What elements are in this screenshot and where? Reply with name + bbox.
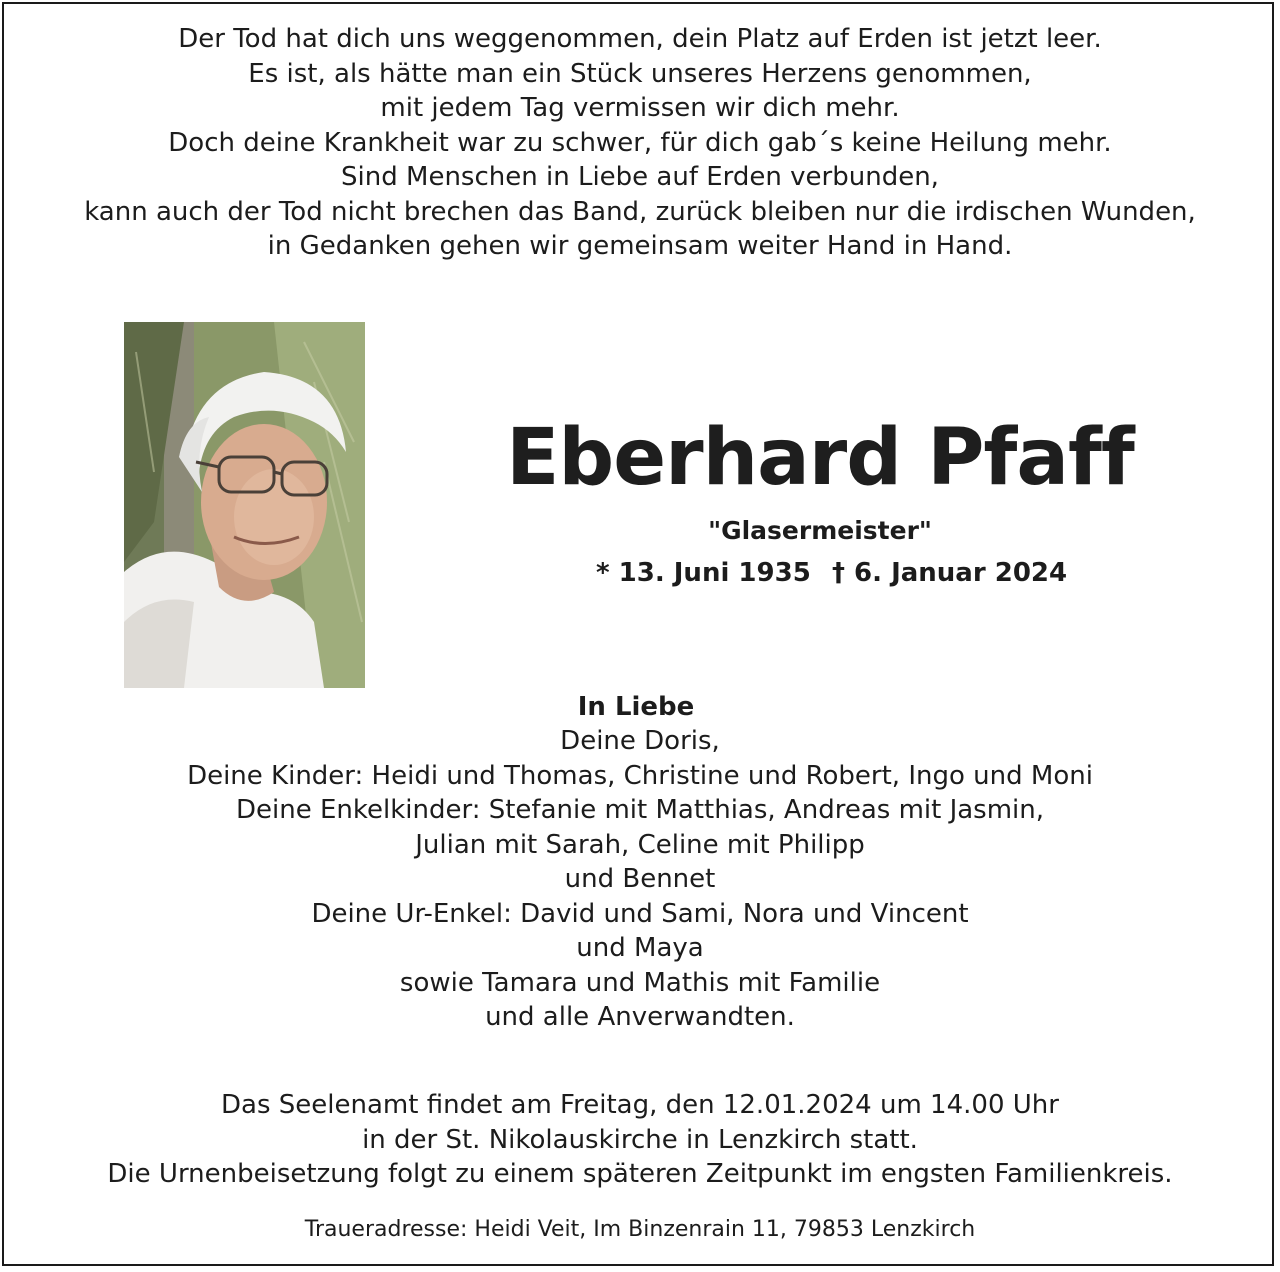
portrait-illustration — [124, 322, 365, 688]
mourner-line: und alle Anverwandten. — [485, 1002, 795, 1032]
death-date: † 6. Januar 2024 — [832, 558, 1068, 588]
mourner-line: Deine Ur-Enkel: David und Sami, Nora und Vincent — [311, 898, 969, 929]
poem-line: kann auch der Tod nicht brechen das Band, zurück bleiben nur die irdischen Wunden, — [84, 196, 1196, 227]
service-line: Das Seelenamt findet am Freitag, den 12.01.2024 um 14.00 Uhr — [221, 1090, 1059, 1120]
mourner-line: Deine Doris, — [560, 726, 720, 756]
life-dates — [560, 556, 1080, 590]
poem-line: mit jedem Tag vermissen wir dich mehr. — [380, 93, 900, 123]
mourners-list — [0, 724, 1280, 1035]
service-line: Die Urnenbeisetzung folgt zu einem späteren Zeitpunkt im engsten Familienkreis. — [107, 1159, 1173, 1189]
poem-line: Doch deine Krankheit war zu schwer, für dich gab´s keine Heilung mehr. — [168, 127, 1112, 158]
poem-line: Es ist, als hätte man ein Stück unseres Herzens genommen, — [248, 58, 1032, 89]
mourners-heading: In Liebe — [577, 692, 695, 722]
mourner-line: und Bennet — [564, 864, 716, 894]
poem — [0, 22, 1280, 264]
poem-line: Sind Menschen in Liebe auf Erden verbunden, — [341, 162, 939, 192]
service-line: in der St. Nikolauskirche in Lenzkirch statt. — [362, 1124, 918, 1155]
profession: "Glasermeister" — [708, 516, 932, 545]
birth-date: * 13. Juni 1935 — [596, 558, 811, 588]
mourner-line: sowie Tamara und Mathis mit Familie — [399, 967, 881, 998]
portrait-photo — [124, 322, 365, 688]
mourner-line: Deine Kinder: Heidi und Thomas, Christine und Robert, Ingo und Moni — [187, 760, 1093, 791]
service-info — [0, 1088, 1280, 1192]
mourner-line: Deine Enkelkinder: Stefanie mit Matthias, Andreas mit Jasmin, — [235, 795, 1045, 825]
mourner-line: Julian mit Sarah, Celine mit Philipp — [415, 829, 865, 860]
deceased-name: Eberhard Pfaff — [506, 413, 1134, 503]
poem-line: Der Tod hat dich uns weggenommen, dein Platz auf Erden ist jetzt leer. — [178, 24, 1102, 54]
mourning-address: Traueradresse: Heidi Veit, Im Binzenrain 11, 79853 Lenzkirch — [304, 1217, 976, 1242]
mourner-line: und Maya — [576, 933, 704, 963]
poem-line: in Gedanken gehen wir gemeinsam weiter Hand in Hand. — [267, 231, 1013, 261]
